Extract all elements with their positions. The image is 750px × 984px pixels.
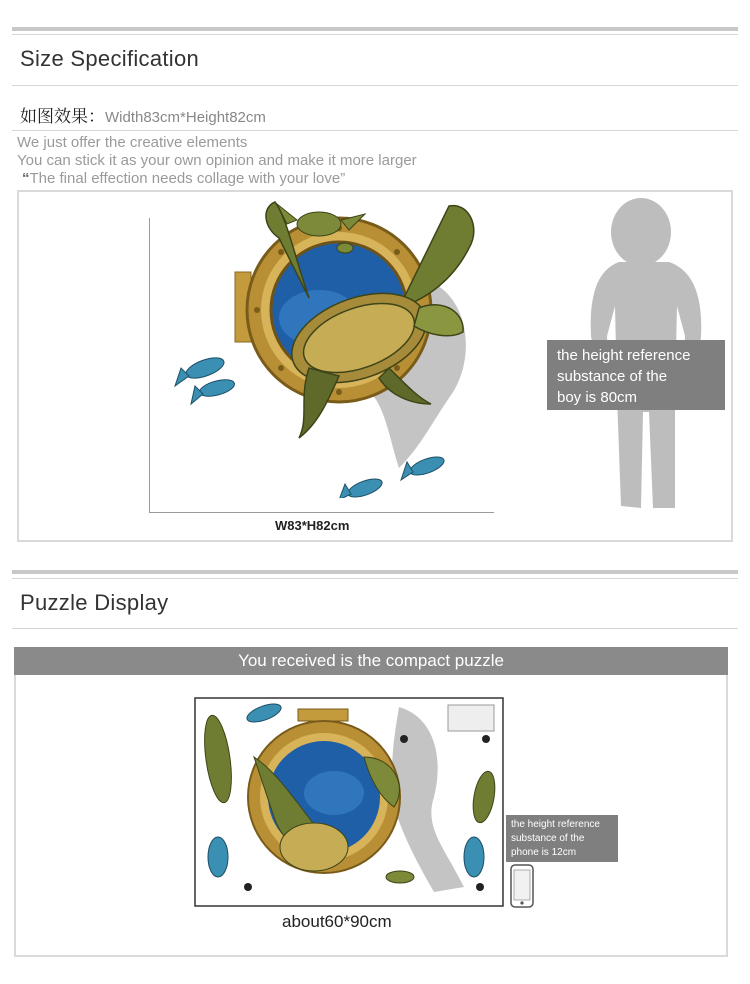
size-spec-line xyxy=(20,102,266,127)
height-guide-line xyxy=(149,218,150,512)
size-panel xyxy=(17,190,733,542)
note-line-1: We just offer the creative elements xyxy=(17,134,248,151)
top-divider-bar xyxy=(12,27,738,31)
boy-reference-line-2: substance of the xyxy=(557,368,668,385)
boy-reference-line-3: boy is 80cm xyxy=(557,389,638,406)
boy-reference-label xyxy=(547,340,725,410)
fish-icon-left xyxy=(175,354,236,404)
turtle-porthole-illustration xyxy=(169,198,529,498)
puzzle-title-underline xyxy=(12,628,738,629)
product-size-label: W83*H82cm xyxy=(275,518,350,533)
width-guide-line xyxy=(149,512,494,513)
phone-reference-label xyxy=(506,815,618,862)
spec-underline xyxy=(12,130,738,131)
sheet-label-tag xyxy=(448,705,494,731)
spec-dimensions: Width83cm*Height82cm xyxy=(105,109,266,126)
title-underline xyxy=(12,85,738,86)
top-divider-line xyxy=(12,34,738,35)
boy-reference-line-1: the height reference xyxy=(557,347,691,364)
phone-icon xyxy=(510,864,534,908)
phone-reference-line-1: the height reference xyxy=(511,819,600,830)
sticker-sheet xyxy=(194,697,504,907)
quote-open-mark: “ xyxy=(22,170,30,187)
note-line-2: You can stick it as your own opinion and make it more larger xyxy=(17,152,417,169)
phone-reference-line-3: phone is 12cm xyxy=(511,847,577,858)
puzzle-divider-bar xyxy=(12,570,738,574)
phone-reference-line-2: substance of the xyxy=(511,833,585,844)
section-title-size: Size Specification xyxy=(20,46,200,71)
puzzle-size-label: about60*90cm xyxy=(282,912,392,931)
puzzle-banner: You received is the compact puzzle xyxy=(14,647,728,675)
section-title-puzzle: Puzzle Display xyxy=(20,590,169,615)
fish-icon-bottom xyxy=(339,453,446,498)
puzzle-divider-line xyxy=(12,578,738,579)
note-quote-text: The final effection needs collage with your love” xyxy=(29,170,346,187)
puzzle-panel xyxy=(14,675,728,957)
spec-prefix: 如图效果： xyxy=(20,107,105,127)
note-quote xyxy=(22,170,345,188)
